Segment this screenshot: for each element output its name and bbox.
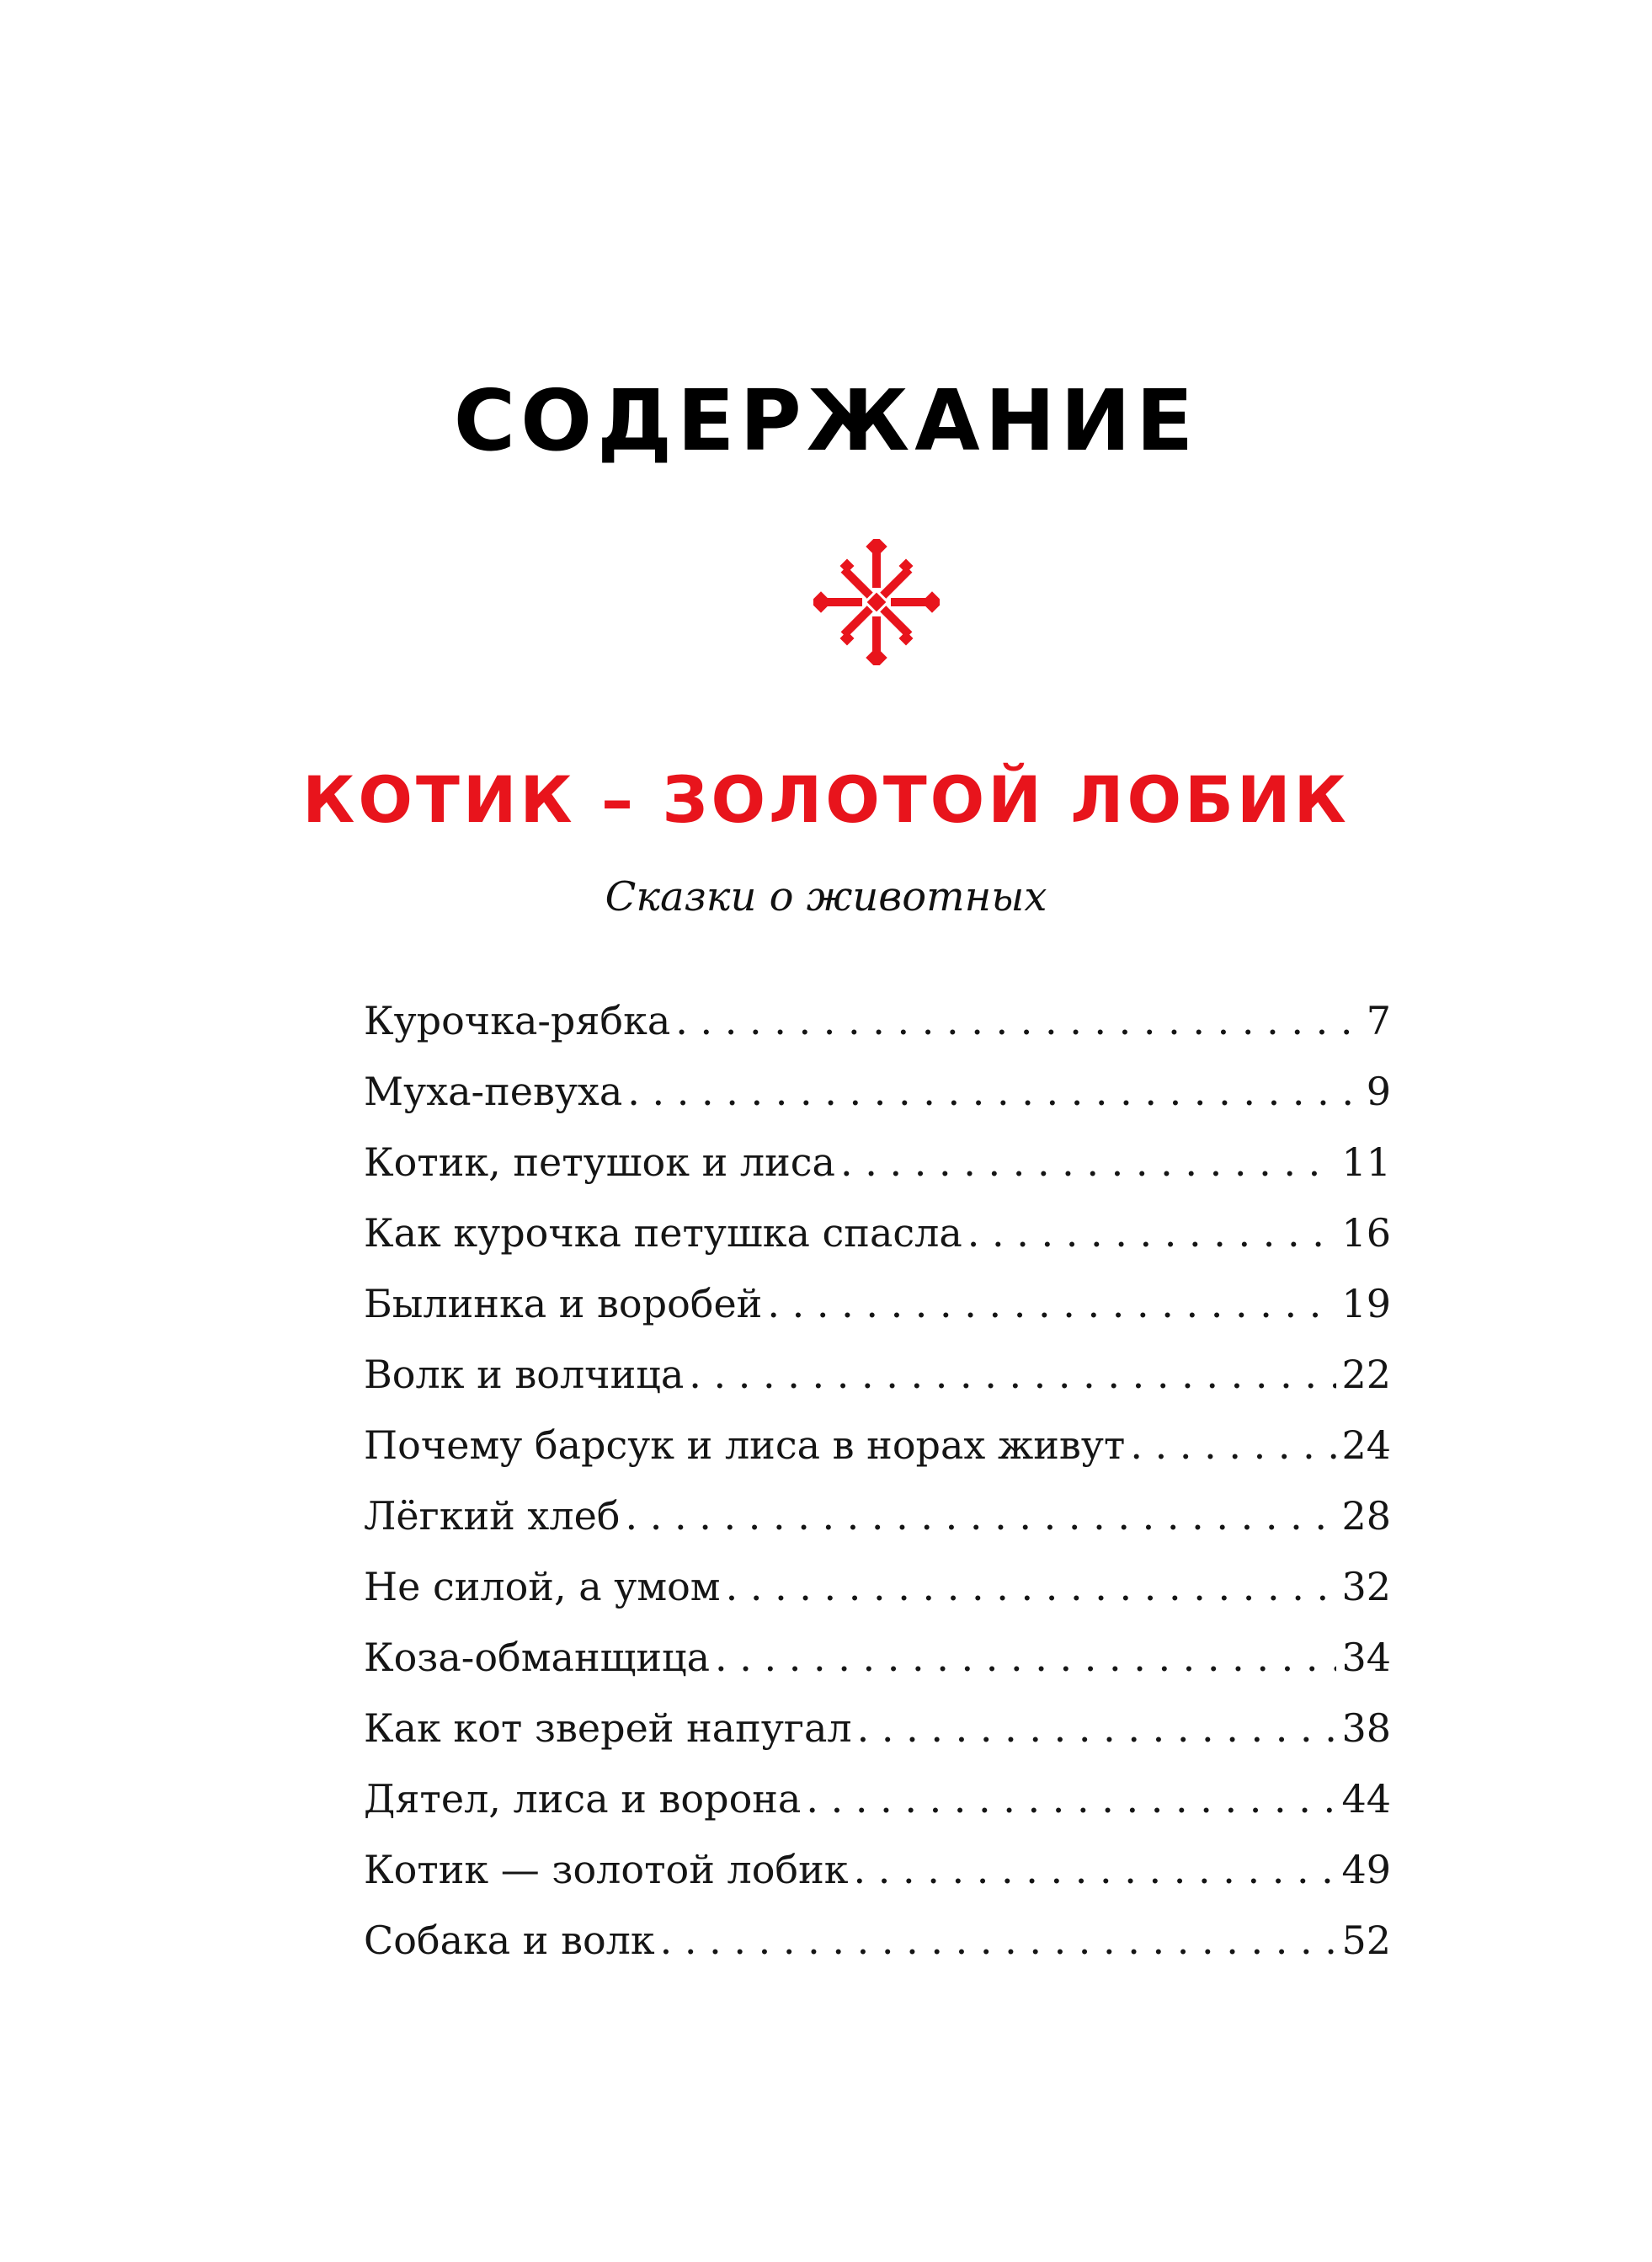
toc-leader-dots (854, 1834, 1337, 1905)
toc-entry-page-number: 34 (1341, 1635, 1391, 1680)
toc-entry-title: Дятел, лиса и ворона (364, 1776, 802, 1822)
toc-entry-page-number: 24 (1341, 1422, 1391, 1468)
toc-entry-page-number: 7 (1366, 998, 1391, 1043)
toc-entry (364, 1198, 1391, 1268)
toc-entry-title: Почему барсук и лиса в норах живут (364, 1422, 1126, 1468)
toc-entry-title: Собака и волк (364, 1918, 655, 1963)
section-title: КОТИК – ЗОЛОТОЙ ЛОБИК (302, 762, 1350, 837)
toc-entry-title: Как курочка петушка спасла (364, 1210, 962, 1256)
toc-entry-page-number: 16 (1341, 1210, 1391, 1256)
toc-leader-dots (1130, 1410, 1336, 1480)
toc-entry-title: Былинка и воробей (364, 1281, 763, 1326)
toc-leader-dots (675, 985, 1361, 1056)
toc-entry-page-number: 52 (1341, 1918, 1391, 1963)
toc-entry-page-number: 19 (1341, 1281, 1391, 1326)
toc-entry-title: Волк и волчица (364, 1352, 685, 1397)
table-of-contents (364, 985, 1391, 1976)
toc-entry (364, 1834, 1391, 1905)
toc-entry-title: Курочка-рябка (364, 998, 671, 1043)
toc-leader-dots (726, 1551, 1337, 1622)
toc-leader-dots (660, 1905, 1337, 1976)
toc-leader-dots (689, 1339, 1336, 1410)
toc-entry (364, 1339, 1391, 1410)
toc-leader-dots (627, 1056, 1361, 1127)
toc-entry-title: Как кот зверей напугал (364, 1705, 852, 1751)
toc-entry-page-number: 28 (1341, 1493, 1391, 1539)
page-title: СОДЕРЖАНИЕ (453, 371, 1199, 470)
toc-entry-page-number: 44 (1341, 1776, 1391, 1822)
toc-leader-dots (625, 1480, 1336, 1551)
toc-entry (364, 985, 1391, 1056)
toc-entry (364, 1763, 1391, 1834)
toc-entry (364, 1693, 1391, 1763)
toc-leader-dots (857, 1693, 1337, 1763)
toc-entry-title: Котик, петушок и лиса (364, 1139, 835, 1185)
toc-entry-page-number: 22 (1341, 1352, 1391, 1397)
toc-leader-dots (767, 1268, 1336, 1339)
toc-entry-title: Муха-певуха (364, 1069, 623, 1114)
toc-entry-title: Не силой, а умом (364, 1564, 721, 1609)
toc-entry (364, 1622, 1391, 1693)
toc-entry (364, 1905, 1391, 1976)
toc-entry (364, 1410, 1391, 1480)
toc-entry (364, 1268, 1391, 1339)
toc-entry-page-number: 32 (1341, 1564, 1391, 1609)
toc-leader-dots (840, 1127, 1336, 1198)
toc-leader-dots (967, 1198, 1337, 1268)
toc-entry-title: Котик — золотой лобик (364, 1847, 849, 1892)
section-subtitle: Сказки о животных (605, 873, 1047, 920)
toc-entry-page-number: 9 (1366, 1069, 1391, 1114)
toc-entry-page-number: 49 (1341, 1847, 1391, 1892)
toc-entry-title: Коза-обманщица (364, 1635, 711, 1680)
toc-entry (364, 1127, 1391, 1198)
toc-entry (364, 1551, 1391, 1622)
toc-entry-page-number: 38 (1341, 1705, 1391, 1751)
toc-leader-dots (806, 1763, 1336, 1834)
toc-entry (364, 1056, 1391, 1127)
toc-entry-page-number: 11 (1341, 1139, 1391, 1185)
folk-star-ornament-icon (813, 539, 940, 665)
toc-leader-dots (715, 1622, 1336, 1693)
toc-entry-title: Лёгкий хлеб (364, 1493, 621, 1539)
toc-entry (364, 1480, 1391, 1551)
